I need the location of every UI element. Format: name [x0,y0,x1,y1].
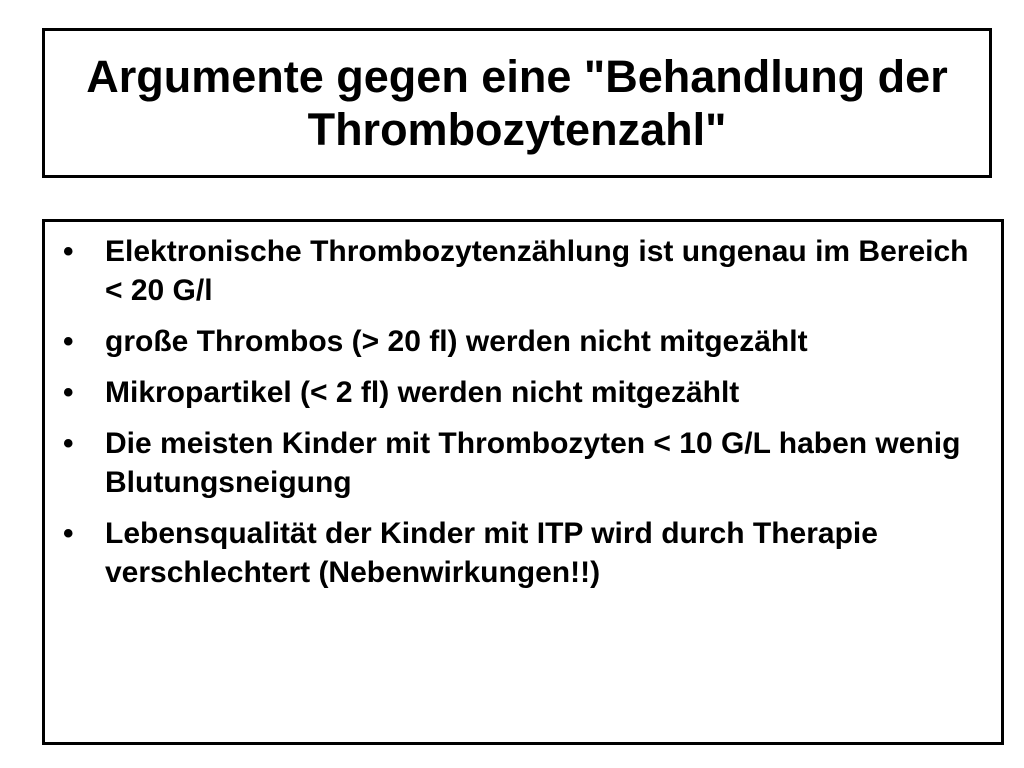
bullet-marker-icon: • [63,376,74,409]
bullet-text: Mikropartikel (< 2 fl) werden nicht mitgezählt [105,376,740,409]
bullet-marker-icon: • [63,517,74,550]
title-box [42,28,992,178]
slide-title: Argumente gegen eine "Behandlung der Thrombozytenzahl" [86,50,948,155]
bullet-item [59,232,971,310]
bullet-text: große Thrombos (> 20 fl) werden nicht mitgezählt [105,325,808,358]
bullet-text: Elektronische Thrombozytenzählung ist ungenau im Bereich < 20 G/l [105,235,969,307]
bullet-list [59,232,971,592]
bullet-marker-icon: • [63,235,74,268]
bullet-item [59,424,971,502]
bullet-item [59,514,971,592]
bullet-item [59,322,971,361]
bullet-text: Die meisten Kinder mit Thrombozyten < 10 G/L haben wenig Blutungsneigung [105,427,961,499]
bullet-text: Lebensqualität der Kinder mit ITP wird durch Therapie verschlechtert (Nebenwirkungen!!) [105,517,878,589]
content-box [42,219,1004,745]
bullet-marker-icon: • [63,427,74,460]
bullet-item [59,373,971,412]
bullet-marker-icon: • [63,325,74,358]
